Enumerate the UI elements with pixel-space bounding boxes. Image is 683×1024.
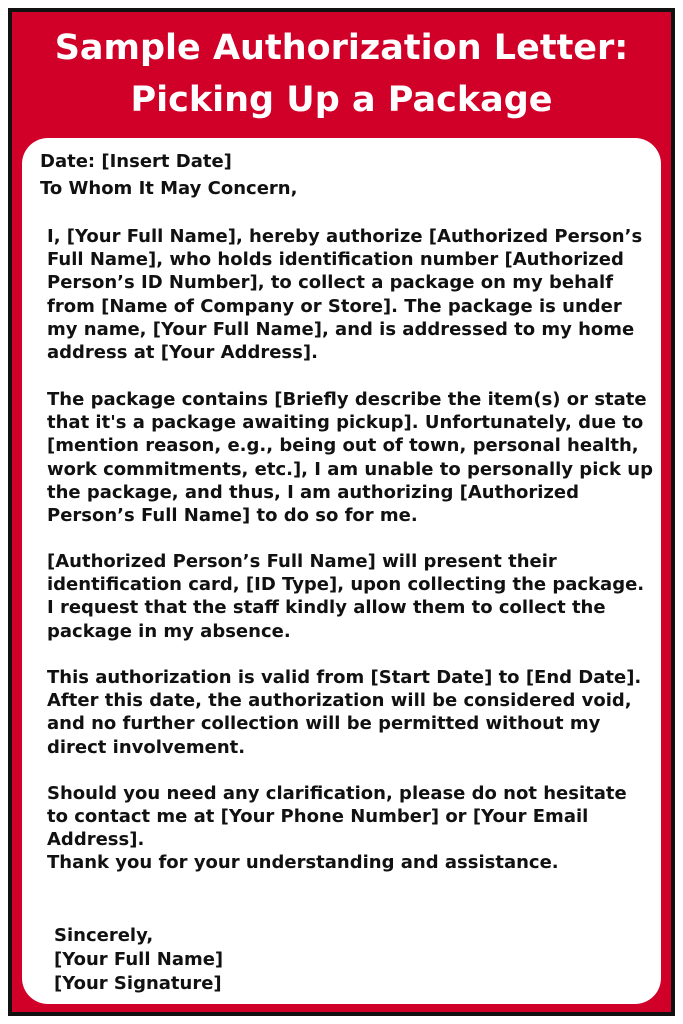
page-title: [12, 22, 671, 126]
letter-closing: Sincerely,: [54, 925, 154, 946]
paragraph-identification: [Authorized Person’s Full Name] will present their identification card, [ID Type], upon collecting the package. I request that the staff kindly allow them to collect the package in my absence.: [47, 551, 645, 642]
letter-salutation: To Whom It May Concern,: [40, 178, 298, 199]
signer-name: [Your Full Name]: [54, 949, 224, 970]
paragraph-thanks: Thank you for your understanding and assistance.: [47, 852, 559, 873]
title-line-1: Sample Authorization Letter:: [54, 28, 629, 68]
signer-signature: [Your Signature]: [54, 973, 222, 994]
letter-frame: [8, 8, 675, 1016]
paragraph-contact: Should you need any clarification, please do not hesitate to contact me at [Your Phone Number] or [Your Email Address].: [47, 783, 627, 851]
paragraph-authorization: I, [Your Full Name], hereby authorize [Authorized Person’s Full Name], who holds identification number [Authorized Person’s ID Number], to collect a package on my behalf from [Name of Company or Store]. The package is under my name, [Your Full Name], and is addressed to my home address at [Your Address].: [47, 226, 643, 364]
paragraph-package-contents: The package contains [Briefly describe the item(s) or state that it's a package awaiting pickup]. Unfortunately, due to [mention reason, e.g., being out of town, personal health, work commitments, etc.], I am unable to personally pick up the package, and thus, I am authorizing [Authorized Person’s Full Name] to do so for me.: [47, 389, 653, 527]
title-line-2: Picking Up a Package: [130, 80, 553, 120]
paragraph-validity: This authorization is valid from [Start Date] to [End Date]. After this date, the authorization will be considered void, and no further collection will be permitted without my direct involvement.: [47, 667, 642, 758]
letter-body: [22, 138, 661, 1004]
letter-date: Date: [Insert Date]: [40, 151, 232, 172]
